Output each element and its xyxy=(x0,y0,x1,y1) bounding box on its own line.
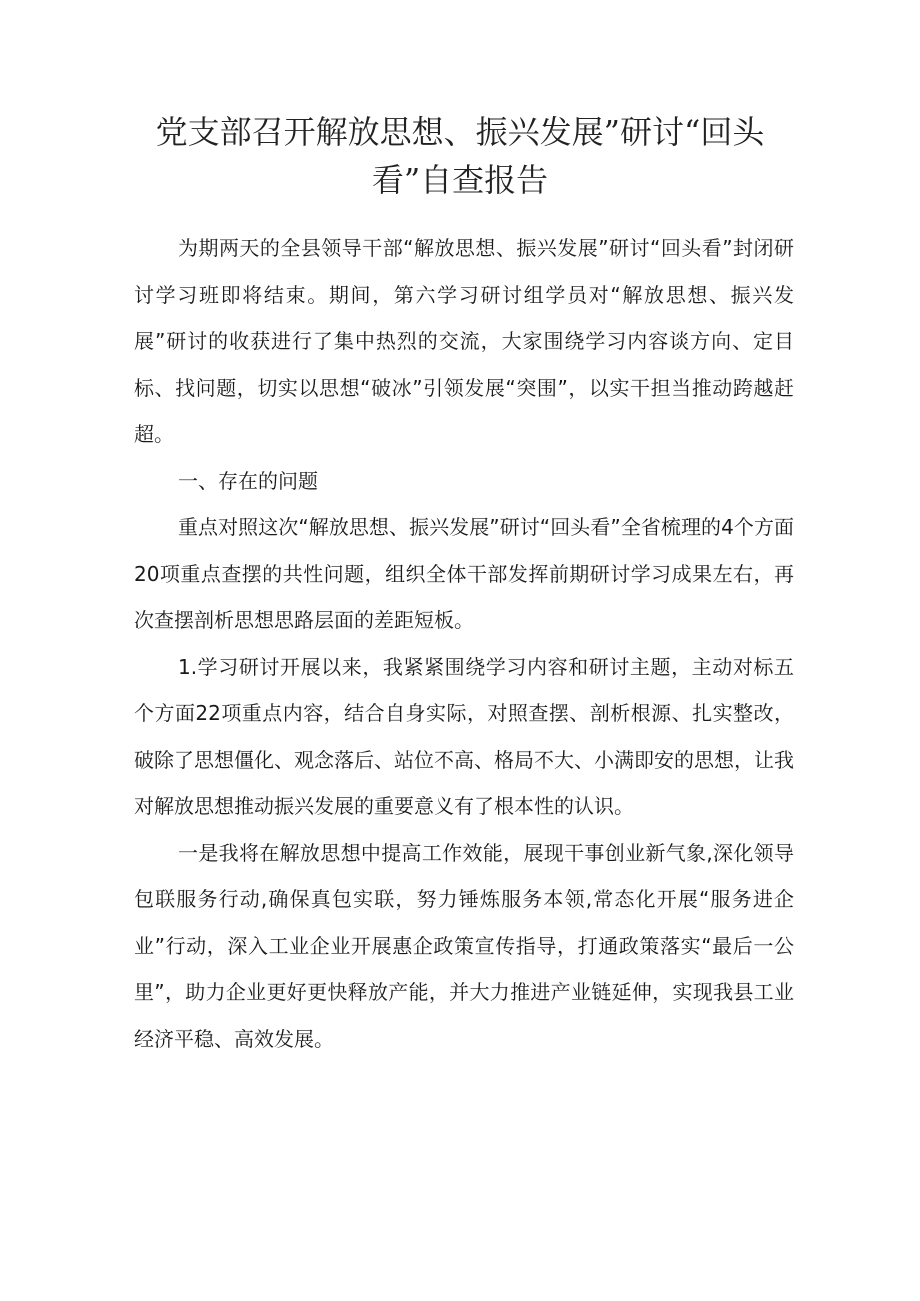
paragraph-review: 重点对照这次“解放思想、振兴发展”研讨“回头看”全省梳理的4个方面20项重点查摆的共性问题，组织全体干部发挥前期研讨学习成果左右，再次查摆剖析思想思路层面的差距短板。 xyxy=(134,515,794,632)
section-heading-problems: 一、存在的问题 xyxy=(178,468,318,493)
document-title: 党支部召开解放思想、振兴发展”研讨“回头看”自查报告 xyxy=(155,113,765,199)
paragraph-intro: 为期两天的全县领导干部“解放思想、振兴发展”研讨“回头看”封闭研讨学习班即将结束。期间，第六学习研讨组学员对“解放思想、振兴发展”研讨的收获进行了集中热烈的交流，大家围绕学习内容谈方向、定目标、找问题，切实以思想“破冰”引领发展“突围”，以实干担当推动跨越赶超。 xyxy=(134,236,794,446)
paragraph-item-1: 1.学习研讨开展以来，我紧紧围绕学习内容和研讨主题，主动对标五个方面22项重点内容，结合自身实际，对照查摆、剖析根源、扎实整改，破除了思想僵化、观念落后、站位不高、格局不大、小满即安的思想，让我对解放思想推动振兴发展的重要意义有了根本性的认识。 xyxy=(134,654,794,818)
document-body xyxy=(134,225,794,1062)
paragraph-point-one: 一是我将在解放思想中提高工作效能，展现干事创业新气象,深化领导包联服务行动,确保真包实联，努力锤炼服务本领,常态化开展“服务进企业”行动，深入工业企业开展惠企政策宣传指导，打通政策落实“最后一公里”，助力企业更好更快释放产能，并大力推进产业链延伸，实现我县工业经济平稳、高效发展。 xyxy=(134,840,794,1051)
